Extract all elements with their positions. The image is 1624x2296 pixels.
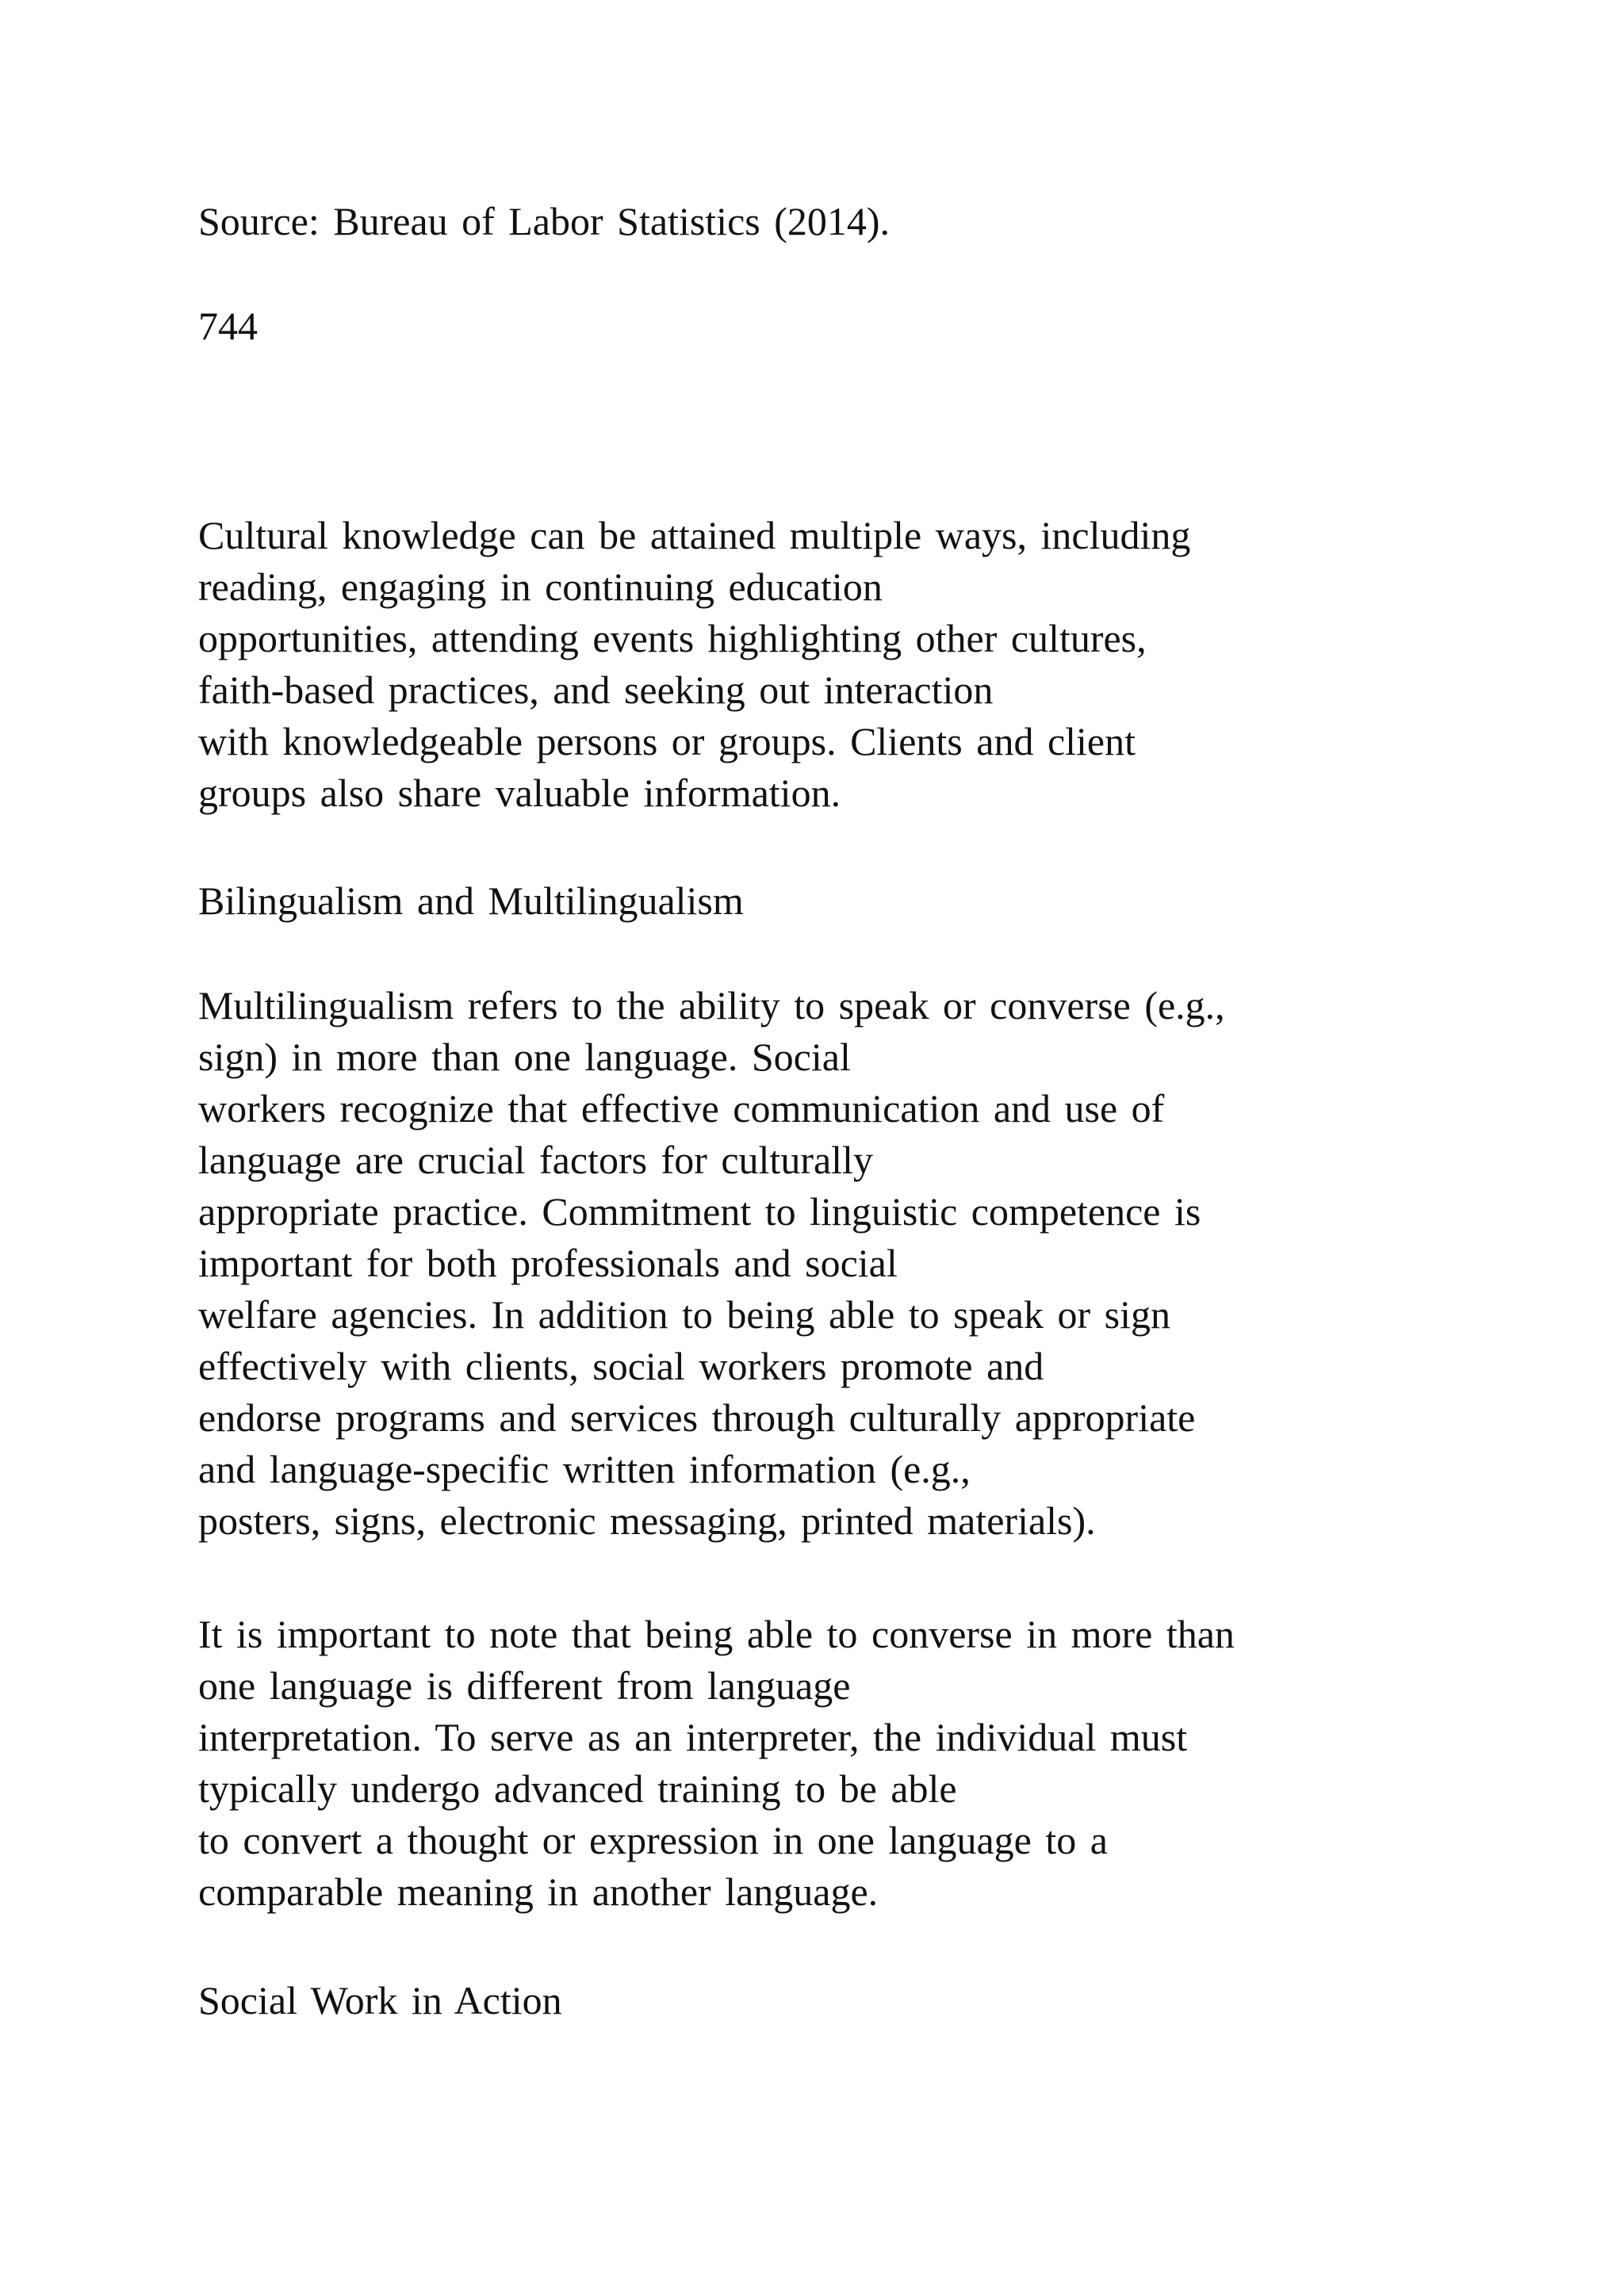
text-line: important for both professionals and social — [198, 1241, 898, 1285]
section-heading-text: Bilingualism and Multilingualism — [198, 878, 744, 923]
text-line: and language-specific written information (e.g., — [198, 1447, 971, 1491]
text-line: effectively with clients, social workers promote and — [198, 1344, 1044, 1388]
text-line: to convert a thought or expression in one language to a — [198, 1818, 1108, 1862]
text-line: welfare agencies. In addition to being able to speak or sign — [198, 1292, 1171, 1337]
section-heading-social-work-in-action — [198, 1975, 1562, 2026]
source-citation-text: Source: Bureau of Labor Statistics (2014). — [198, 199, 891, 243]
paragraph-interpretation — [198, 1609, 1562, 1918]
text-line: posters, signs, electronic messaging, printed materials). — [198, 1498, 1096, 1543]
text-line: comparable meaning in another language. — [198, 1869, 879, 1914]
text-line: language are crucial factors for culturally — [198, 1138, 873, 1182]
text-line: Multilingualism refers to the ability to speak or converse (e.g., — [198, 983, 1225, 1027]
page-number-text: 744 — [198, 304, 258, 348]
text-line: sign) in more than one language. Social — [198, 1035, 851, 1079]
text-line: appropriate practice. Commitment to linguistic competence is — [198, 1189, 1201, 1234]
text-line: typically undergo advanced training to be able — [198, 1766, 957, 1811]
text-line: Cultural knowledge can be attained multiple ways, including — [198, 513, 1191, 557]
text-line: endorse programs and services through culturally appropriate — [198, 1395, 1196, 1440]
page-number — [198, 300, 1562, 352]
text-line: It is important to note that being able to converse in more than — [198, 1612, 1235, 1656]
text-line: interpretation. To serve as an interpreter, the individual must — [198, 1715, 1188, 1759]
section-heading-text: Social Work in Action — [198, 1978, 562, 2022]
text-line: one language is different from language — [198, 1663, 851, 1708]
paragraph-cultural-knowledge — [198, 510, 1562, 819]
source-citation — [198, 196, 1562, 247]
text-line: with knowledgeable persons or groups. Clients and client — [198, 719, 1136, 763]
text-line: faith-based practices, and seeking out interaction — [198, 668, 994, 712]
text-line: reading, engaging in continuing education — [198, 564, 883, 609]
paragraph-multilingualism — [198, 980, 1562, 1547]
text-line: workers recognize that effective communication and use of — [198, 1086, 1165, 1131]
section-heading-bilingualism — [198, 875, 1562, 927]
text-line: opportunities, attending events highlighting other cultures, — [198, 616, 1147, 660]
text-line: groups also share valuable information. — [198, 771, 841, 815]
